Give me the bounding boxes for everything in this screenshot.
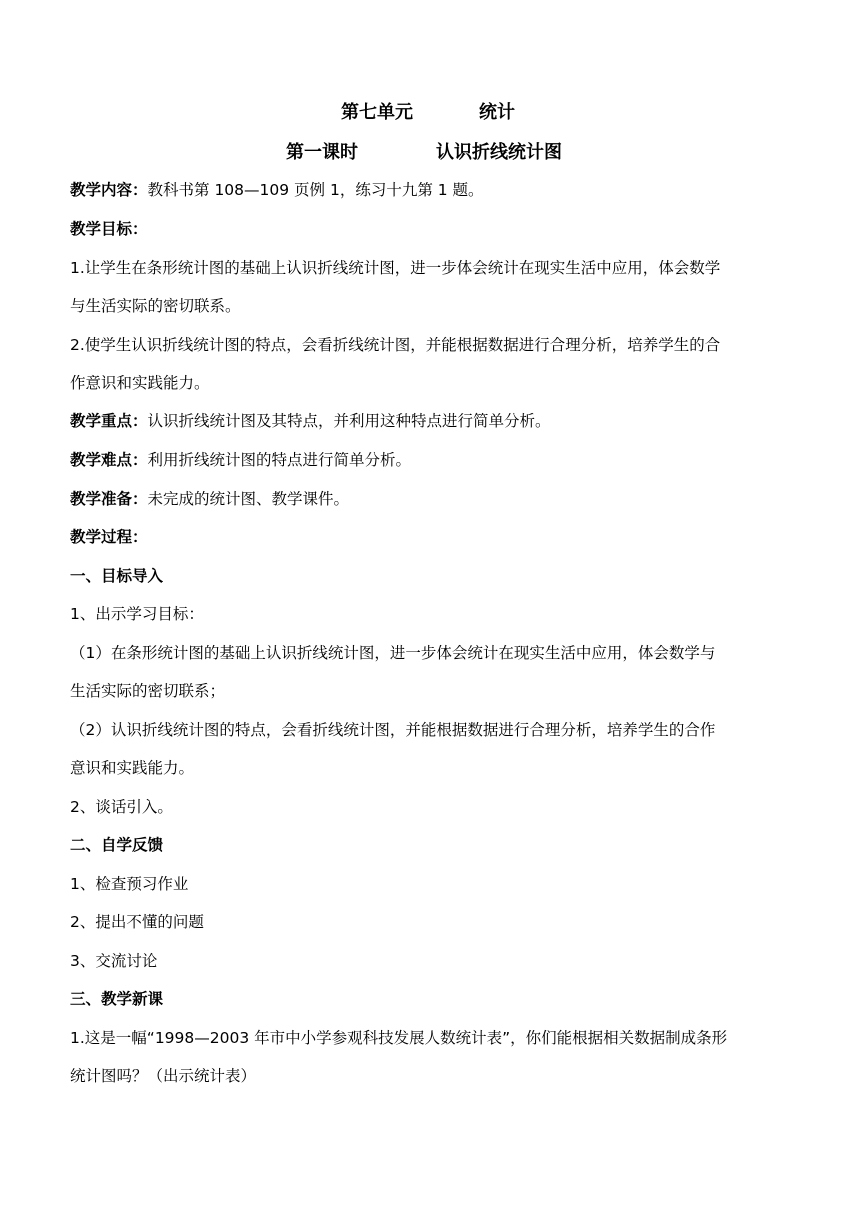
goal-1-line-1: 1.让学生在条形统计图的基础上认识折线统计图，进一步体会统计在现实生活中应用，体会数学 (70, 259, 721, 277)
key-point (70, 410, 551, 432)
section-3-paragraph-1-line-1: 1.这是一幅“1998—2003 年市中小学参观科技发展人数统计表”，你们能根据相关数据制成条形 (70, 1029, 728, 1047)
teaching-goals-label: 教学目标： (70, 220, 148, 238)
goal-2-line-2: 作意识和实践能力。 (70, 374, 210, 392)
section-1-heading: 一、目标导入 (70, 567, 164, 585)
teaching-content-text: 教科书第 108—109 页例 1，练习十九第 1 题。 (147, 181, 484, 199)
preparation (70, 488, 349, 510)
section-2-item-3: 3、交流讨论 (70, 952, 158, 970)
lesson-topic-title: 认识折线统计图 (436, 142, 562, 163)
preparation-label: 教学准备： (70, 490, 148, 508)
section-3-paragraph-1-line-2: 统计图吗？（出示统计表） (70, 1067, 257, 1085)
unit-title: 第七单元 (341, 102, 413, 123)
preparation-text: 未完成的统计图、教学课件。 (147, 490, 350, 508)
teaching-content-label: 教学内容： (70, 181, 148, 199)
section-1-item-2: 2、谈话引入。 (70, 798, 173, 816)
section-1-sub-2-line-2: 意识和实践能力。 (70, 759, 195, 777)
teaching-process-label: 教学过程： (70, 528, 148, 546)
section-2-item-2: 2、提出不懂的问题 (70, 913, 204, 931)
difficulty-text: 利用折线统计图的特点进行简单分析。 (147, 451, 412, 469)
section-3-heading: 三、教学新课 (70, 990, 164, 1008)
key-point-text: 认识折线统计图及其特点，并利用这种特点进行简单分析。 (147, 412, 551, 430)
key-point-label: 教学重点： (70, 412, 148, 430)
section-1-sub-1-line-2: 生活实际的密切联系； (70, 682, 226, 700)
section-2-item-1: 1、检查预习作业 (70, 875, 189, 893)
section-2-heading: 二、自学反馈 (70, 836, 164, 854)
section-1-sub-2-line-1: （2）认识折线统计图的特点，会看折线统计图，并能根据数据进行合理分析，培养学生的合作 (70, 721, 716, 739)
section-1-item-1: 1、出示学习目标： (70, 605, 204, 623)
unit-topic-title: 统计 (479, 102, 515, 123)
section-1-sub-1-line-1: （1）在条形统计图的基础上认识折线统计图，进一步体会统计在现实生活中应用，体会数学与 (70, 644, 716, 662)
goal-1-line-2: 与生活实际的密切联系。 (70, 297, 241, 315)
difficulty-label: 教学难点： (70, 451, 148, 469)
lesson-title: 第一课时 (286, 142, 358, 163)
difficulty (70, 449, 411, 471)
goal-2-line-1: 2.使学生认识折线统计图的特点，会看折线统计图，并能根据数据进行合理分析，培养学生的合 (70, 336, 721, 354)
teaching-content (70, 179, 484, 201)
